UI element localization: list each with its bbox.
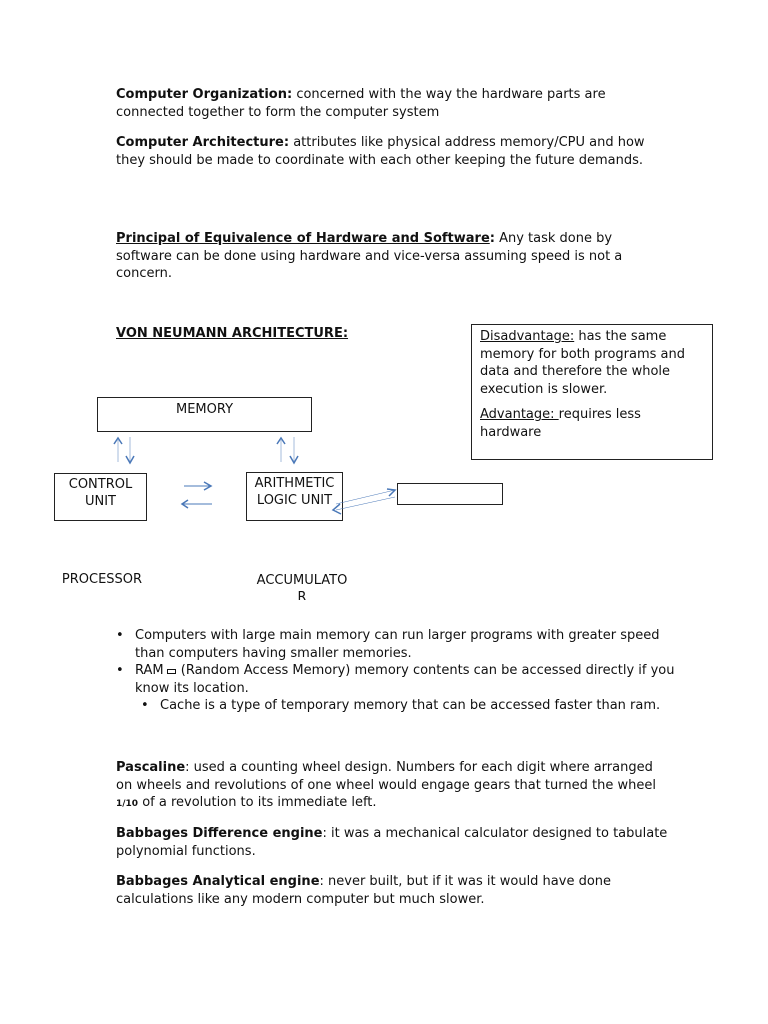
definition: Any task done by software can be done using hardware and vice-versa assuming speed is not a concern. xyxy=(116,231,623,282)
arrow-icon xyxy=(184,482,211,490)
fraction: 1/10 xyxy=(116,799,139,810)
text: : never built, but if it was it would have done calculations like any modern computer but much slower. xyxy=(116,874,612,907)
pascaline-paragraph xyxy=(116,759,672,814)
label: Advantage: xyxy=(480,407,559,423)
control-unit-label: CONTROL UNIT xyxy=(68,477,133,509)
term: Computer Organization: xyxy=(116,87,293,102)
placeholder-icon xyxy=(167,669,176,674)
arrow-icon xyxy=(290,437,298,463)
accumulator-label: ACCUMULATOR xyxy=(256,573,348,600)
list-item: • Computers with large main memory can run larger programs with greater speed than computers having smaller memories. xyxy=(116,627,676,662)
heading: VON NEUMANN ARCHITECTURE: xyxy=(116,326,349,341)
memory-label: MEMORY xyxy=(175,402,234,417)
text: : used a counting wheel design. Numbers for each digit where arranged on wheels and revolutions of one wheel would engage gears that turned the wheel xyxy=(116,760,656,793)
list-item xyxy=(116,662,676,697)
term: Pascaline xyxy=(116,760,186,775)
analytical-engine-paragraph xyxy=(116,873,672,908)
term: Babbages Analytical engine xyxy=(116,874,320,889)
definition: attributes like physical address memory/CPU and how they should be made to coordinate with each other keeping the future demands. xyxy=(116,135,645,168)
arrow-icon xyxy=(336,489,395,504)
text: has the same memory for both programs and data and therefore the whole execution is slower. xyxy=(480,329,685,397)
arrow-icon xyxy=(126,437,134,463)
arrow-icon xyxy=(114,438,122,462)
definition: concerned with the way the hardware parts are connected together to form the computer system xyxy=(116,87,606,120)
arrow-icon xyxy=(333,497,395,514)
alu-label: ARITHMETIC LOGIC UNIT xyxy=(254,476,335,508)
term: Principal of Equivalence of Hardware and Software xyxy=(116,231,490,246)
ram-term: RAM xyxy=(135,663,164,679)
text: of a revolution to its immediate left. xyxy=(138,795,377,811)
label: Disadvantage: xyxy=(480,329,575,344)
ram-text: (Random Access Memory) memory contents can be accessed directly if you know its location. xyxy=(135,663,675,696)
difference-engine-paragraph xyxy=(116,825,672,860)
arrow-icon xyxy=(182,500,212,508)
term: Computer Architecture: xyxy=(116,135,290,150)
colon: : xyxy=(489,231,495,246)
memory-bullet-list xyxy=(116,627,676,715)
text: : it was a mechanical calculator designed to tabulate polynomial functions. xyxy=(116,826,668,859)
processor-label: PROCESSOR xyxy=(61,572,143,587)
term: Babbages Difference engine xyxy=(116,826,323,841)
arrow-icon xyxy=(277,438,285,462)
list-item: • Cache is a type of temporary memory that can be accessed faster than ram. xyxy=(141,697,676,715)
text: requires less hardware xyxy=(480,407,641,440)
